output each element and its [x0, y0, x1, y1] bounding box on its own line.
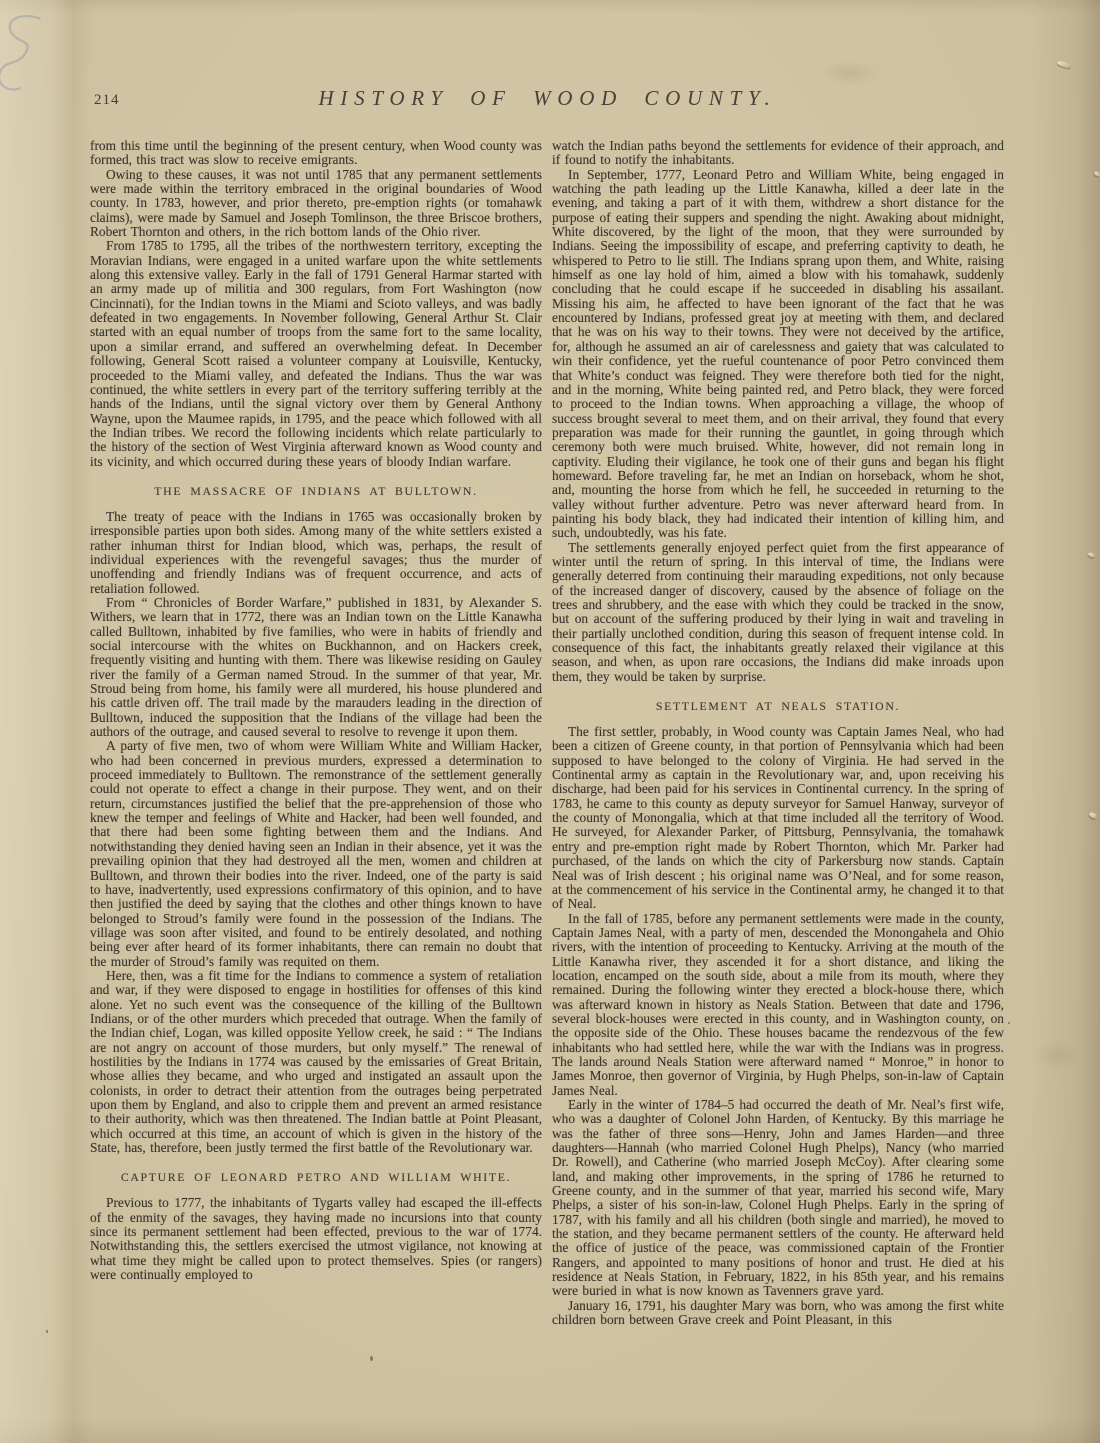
paper-curl-highlight	[1088, 811, 1097, 819]
paragraph: A party of five men, two of whom were William White and William Hacker, who had been concerned in previous murders, expressed a determination to proceed immediately to Bulltown. The remonstrance of the settlement generally could not operate to effect a change in their purpose. They went, and on their return, circumstances justified the belief that the pre-apprehension of those who knew the temper and feelings of White and Hacker, had been well founded, and that there had been some fighting between them and the Indians. And notwithstanding they denied having seen an Indian in their absence, yet it was the prevailing opinion that they had destroyed all the men, women and children at Bulltown, and thrown their bodies into the river. Indeed, one of the party is said to have, inadvertently, used expressions confirmatory of this opinion, and to have then justified the deed by saying that the clothes and other things known to have belonged to Stroud’s family were found in the possession of the Indians. The village was soon after visited, and found to be entirely desolated, and nothing being ever after heard of its former inhabitants, there can remain no doubt that the murder of Stroud’s family was requited on them.	[90, 738, 542, 969]
right-column	[552, 139, 1004, 1328]
paragraph: Early in the winter of 1784–5 had occurred the death of Mr. Neal’s first wife, who was a daughter of Colonel John Harden, of Kentucky. By this marriage he was the father of three sons—Henry, John and James Harden—and three daughters—Hannah (who married Colonel Hugh Phelps), Nancy (who married Dr. Rowell), and Catherine (who married Joseph McCoy). After clearing some land, and making other improvements, in the spring of 1786 he returned to Greene county, and in the summer of that year, married his second wife, Mary Phelps, a sister of his son-in-law, Colonel Hugh Phelps. Early in the spring of 1787, with his family and all his children (both single and married), he moved to the station, and they became permanent settlers of the county. He afterward held the office of justice of the peace, was commissioned captain of the Frontier Rangers, and appointed to many positions of honor and trust. He died at his residence at Neals Station, in February, 1822, in his 85th year, and his remains were buried in what is now known as Tavenners grave yard.	[552, 1097, 1004, 1299]
ink-speck	[1008, 1022, 1010, 1024]
running-title: HISTORY OF WOOD COUNTY.	[318, 86, 777, 110]
paragraph: watch the Indian paths beyond the settlements for evidence of their approach, and if found to notify the inhabitants.	[552, 138, 1004, 168]
section-heading-settlement: SETTLEMENT AT NEALS STATION.	[655, 699, 901, 714]
paper-stain	[820, 60, 880, 86]
paragraph: The settlements generally enjoyed perfect quiet from the first appearance of winter until the return of spring. In this interval of time, the Indians were generally deterred from continuing their marauding expeditions, not only because of the increased danger of discovery, caused by the absence of foliage on the trees and shrubbery, and the ease with which they could be tracked in the snow, but on account of the suffering produced by their lying in wait and traveling in their partially unclothed condition, during this season of frequent intense cold. In consequence of this fact, the inhabitants greatly relaxed their vigilance at this season, and when, as upon rare occasions, the Indians did make inroads upon them, they would be taken by surprise.	[552, 539, 1004, 684]
text-columns	[90, 139, 1005, 1328]
paragraph: In the fall of 1785, before any permanent settlements were made in the county, Captain James Neal, with a party of men, descended the Monongahela and Ohio rivers, with the intention of proceeding to Kentucky. Arriving at the mouth of the Little Kanawha river, they ascended it for a short distance, and liking the location, encamped on the south side, about a mile from its mouth, where they remained. During the following winter they erected a block-house there, which was afterward known in history as Neals Station. Between that date and 1796, several block-houses were erected in this county, and in Washington county, on the opposite side of the Ohio. These houses bacame the rendezvous of the few inhabitants who had settled here, while the war with the Indians was in progress. The lands around Neals Station were afterward named “ Monroe,” in honor to James Monroe, then governor of Virginia, by Hugh Phelps, son-in-law of Captain James Neal.	[552, 910, 1004, 1098]
paper-curl-highlight	[1057, 60, 1072, 69]
paragraph: In September, 1777, Leonard Petro and William White, being engaged in watching the path leading up the Little Kanawha, killed a deer late in the evening, and taking a part of it with them, withdrew a short distance for the purpose of eating their suppers and spending the night. Awaking about midnight, White discovered, by the light of the moon, that they were surrounded by Indians. Seeing the impossibility of escape, and preferring captivity to death, he whispered to Petro to lie still. The Indians sprang upon them, and White, raising himself as one lay hold of him, aimed a blow with his tomahawk, suddenly concluding that he could escape if he succeeded in disabling his assailant. Missing his aim, he affected to have been ignorant of the fact that he was encountered by Indians, professed great joy at meeting with them, and declared that he was on his way to their towns. They were not deceived by the artifice, for, although he assumed an air of carelessness and gaiety that was calculated to win their confidence, yet the rueful countenance of poor Petro convinced them that White’s conduct was feigned. They were therefore both tied for the night, and in the morning, White being painted red, and Petro black, they were forced to proceed to the Indian towns. When approaching a village, the whoop of success brought several to meet them, and on their arrival, they found that every preparation was made for their running the gauntlet, in going through which ceremony both were much bruised. White, however, did not remain long in captivity. Eluding their vigilance, he took one of their guns and began his flight homeward. Before traveling far, he met an Indian on horseback, whom he shot, and, mounting the horse from which he fell, he succeeded in returning to the valley without further adventure. Petro was never afterward heard from. In painting his body black, they had indicated their intention of killing him, and such, undoubtedly, was his fate.	[552, 166, 1004, 541]
section-heading-capture: CAPTURE OF LEONARD PETRO AND WILLIAM WHITE.	[120, 1170, 512, 1185]
paragraph: Here, then, was a fit time for the Indians to commence a system of retaliation and war, if they were disposed to engage in hostilities for offenses of this kind alone. Yet no such event was the consequence of the killing of the Bulltown Indians, or of the other murders which preceded that outrage. When the family of the Indian chief, Logan, was killed opposite Yellow creek, he said : “ The Indians are not angry on account of those murders, but only myself.” The renewal of hostilities by the Indians in 1774 was caused by the emissaries of Great Britain, whose allies they became, and who urged and instigated an assault upon the colonists, in order to detract their attention from the outrages being perpetrated upon them by England, and also to cripple them and prevent an armed resistance to their authority, which was then threatened. The Indian battle at Point Pleasant, which occurred at this time, an account of which is given in the history of the State, has, therefore, been justly termed the first battle of the Revolutionary war.	[90, 967, 542, 1156]
paper-stain	[1035, 1040, 1081, 1070]
paragraph: Owing to these causes, it was not until 1785 that any permanent settlements were made within the territory embraced in the original boundaries of Wood county. In 1783, however, and prior thereto, pre-emption rights (or tomahawk claims), were made by Samuel and Joseph Tomlinson, the three Briscoe brothers, Robert Thornton and others, in the rich bottom lands of the Ohio river.	[90, 166, 542, 240]
section-heading-massacre: THE MASSACRE OF INDIANS AT BULLTOWN.	[154, 483, 478, 498]
page-number: 214	[94, 92, 120, 108]
paragraph: Previous to 1777, the inhabitants of Tygarts valley had escaped the ill-effects of the enmity of the savages, they having made no incursions into that county since its permanent settlement had been effected, previous to the war of 1774. Notwithstanding this, the settlers exercised the utmost vigilance, not knowing at what time they might be called upon to protect themselves. Spies (or rangers) were continually employed to	[90, 1195, 542, 1283]
paragraph: January 16, 1791, his daughter Mary was born, who was among the first white children born between Grave creek and Point Pleasant, in this	[552, 1297, 1004, 1328]
ink-speck	[370, 1356, 373, 1361]
paragraph: From 1785 to 1795, all the tribes of the northwestern territory, excepting the Moravian Indians, were engaged in a united warfare upon the white settlements along this extensive valley. Early in the fall of 1791 General Harmar started with an army made up of militia and 300 regulars, from Fort Washington (now Cincinnati), for the Indian towns in the Miami and Scioto valleys, and was badly defeated in two engagements. In November following, General Arthur St. Clair started with an equal number of troops from the same fort to the same locality, upon a similar errand, and suffered an overwhelming defeat. In December following, General Scott raised a volunteer company at Louisville, Kentucky, proceeded to the Miami valley, and defeated the Indians. Thus the war was continued, the white settlers in every part of the territory suffering terribly at the hands of the Indians, until the signal victory over them by General Anthony Wayne, upon the Maumee rapids, in 1795, and the peace which followed with all the Indian tribes. We record the following incidents which relate particularly to the history of the section of West Virginia afterward known as Wood county and its vicinity, and which occurred during these years of bloody Indian warfare.	[90, 238, 542, 469]
paragraph: from this time until the beginning of the present century, when Wood county was formed, this tract was slow to receive emigrants.	[90, 138, 542, 168]
left-column	[90, 139, 542, 1328]
paper-curl-highlight	[1093, 171, 1100, 178]
paragraph: From “ Chronicles of Border Warfare,” published in 1831, by Alexander S. Withers, we learn that in 1772, there was an Indian town on the Little Kanawha called Bulltown, inhabited by five families, who were in habits of friendly and social intercourse with the whites on Buckhannon, and on Hackers creek, frequently visiting and hunting with them. There was likewise residing on Gauley river the family of a German named Stroud. In the summer of that year, Mr. Stroud being from home, his family were all murdered, his house plundered and his cattle driven off. The trail made by the marauders leading in the direction of Bulltown, induced the supposition that the Indians of the village had been the authors of the outrage, and caused several to resolve to revenge it upon them.	[90, 594, 542, 740]
ink-speck	[46, 1330, 48, 1333]
paragraph: The treaty of peace with the Indians in 1765 was occasionally broken by irresponsible parties upon both sides. Among many of the white settlers existed a rather inhuman thirst for Indian blood, which was, perhaps, the result of individual experiences with the revengeful savages; thus the murder of unoffending and friendly Indians was of frequent occurrence, and acts of retaliation followed.	[90, 508, 542, 596]
paragraph: The first settler, probably, in Wood county was Captain James Neal, who had been a citizen of Greene county, in that portion of Pennsylvania which had been supposed to have belonged to the colony of Virginia. He had served in the Continental army as captain in the Revolutionary war, and, upon receiving his discharge, had been paid for his services in Continental currency. In the spring of 1783, he came to this county as deputy surveyor for Samuel Hanway, surveyor of the county of Monongalia, which at that time included all the territory of Wood. He surveyed, for Alexander Parker, of Pittsburg, Pennsylvania, the tomahawk entry and pre-emption right made by Robert Thornton, which Mr. Parker had purchased, of the lands on which the city of Parkersburg now stands. Captain Neal was of Irish descent ; his original name was O’Neal, and for some reason, at the commencement of his service in the Continental army, he changed it to that of Neal.	[552, 724, 1004, 912]
paper-curl-highlight	[1087, 552, 1095, 559]
handwritten-mark	[0, 7, 52, 108]
